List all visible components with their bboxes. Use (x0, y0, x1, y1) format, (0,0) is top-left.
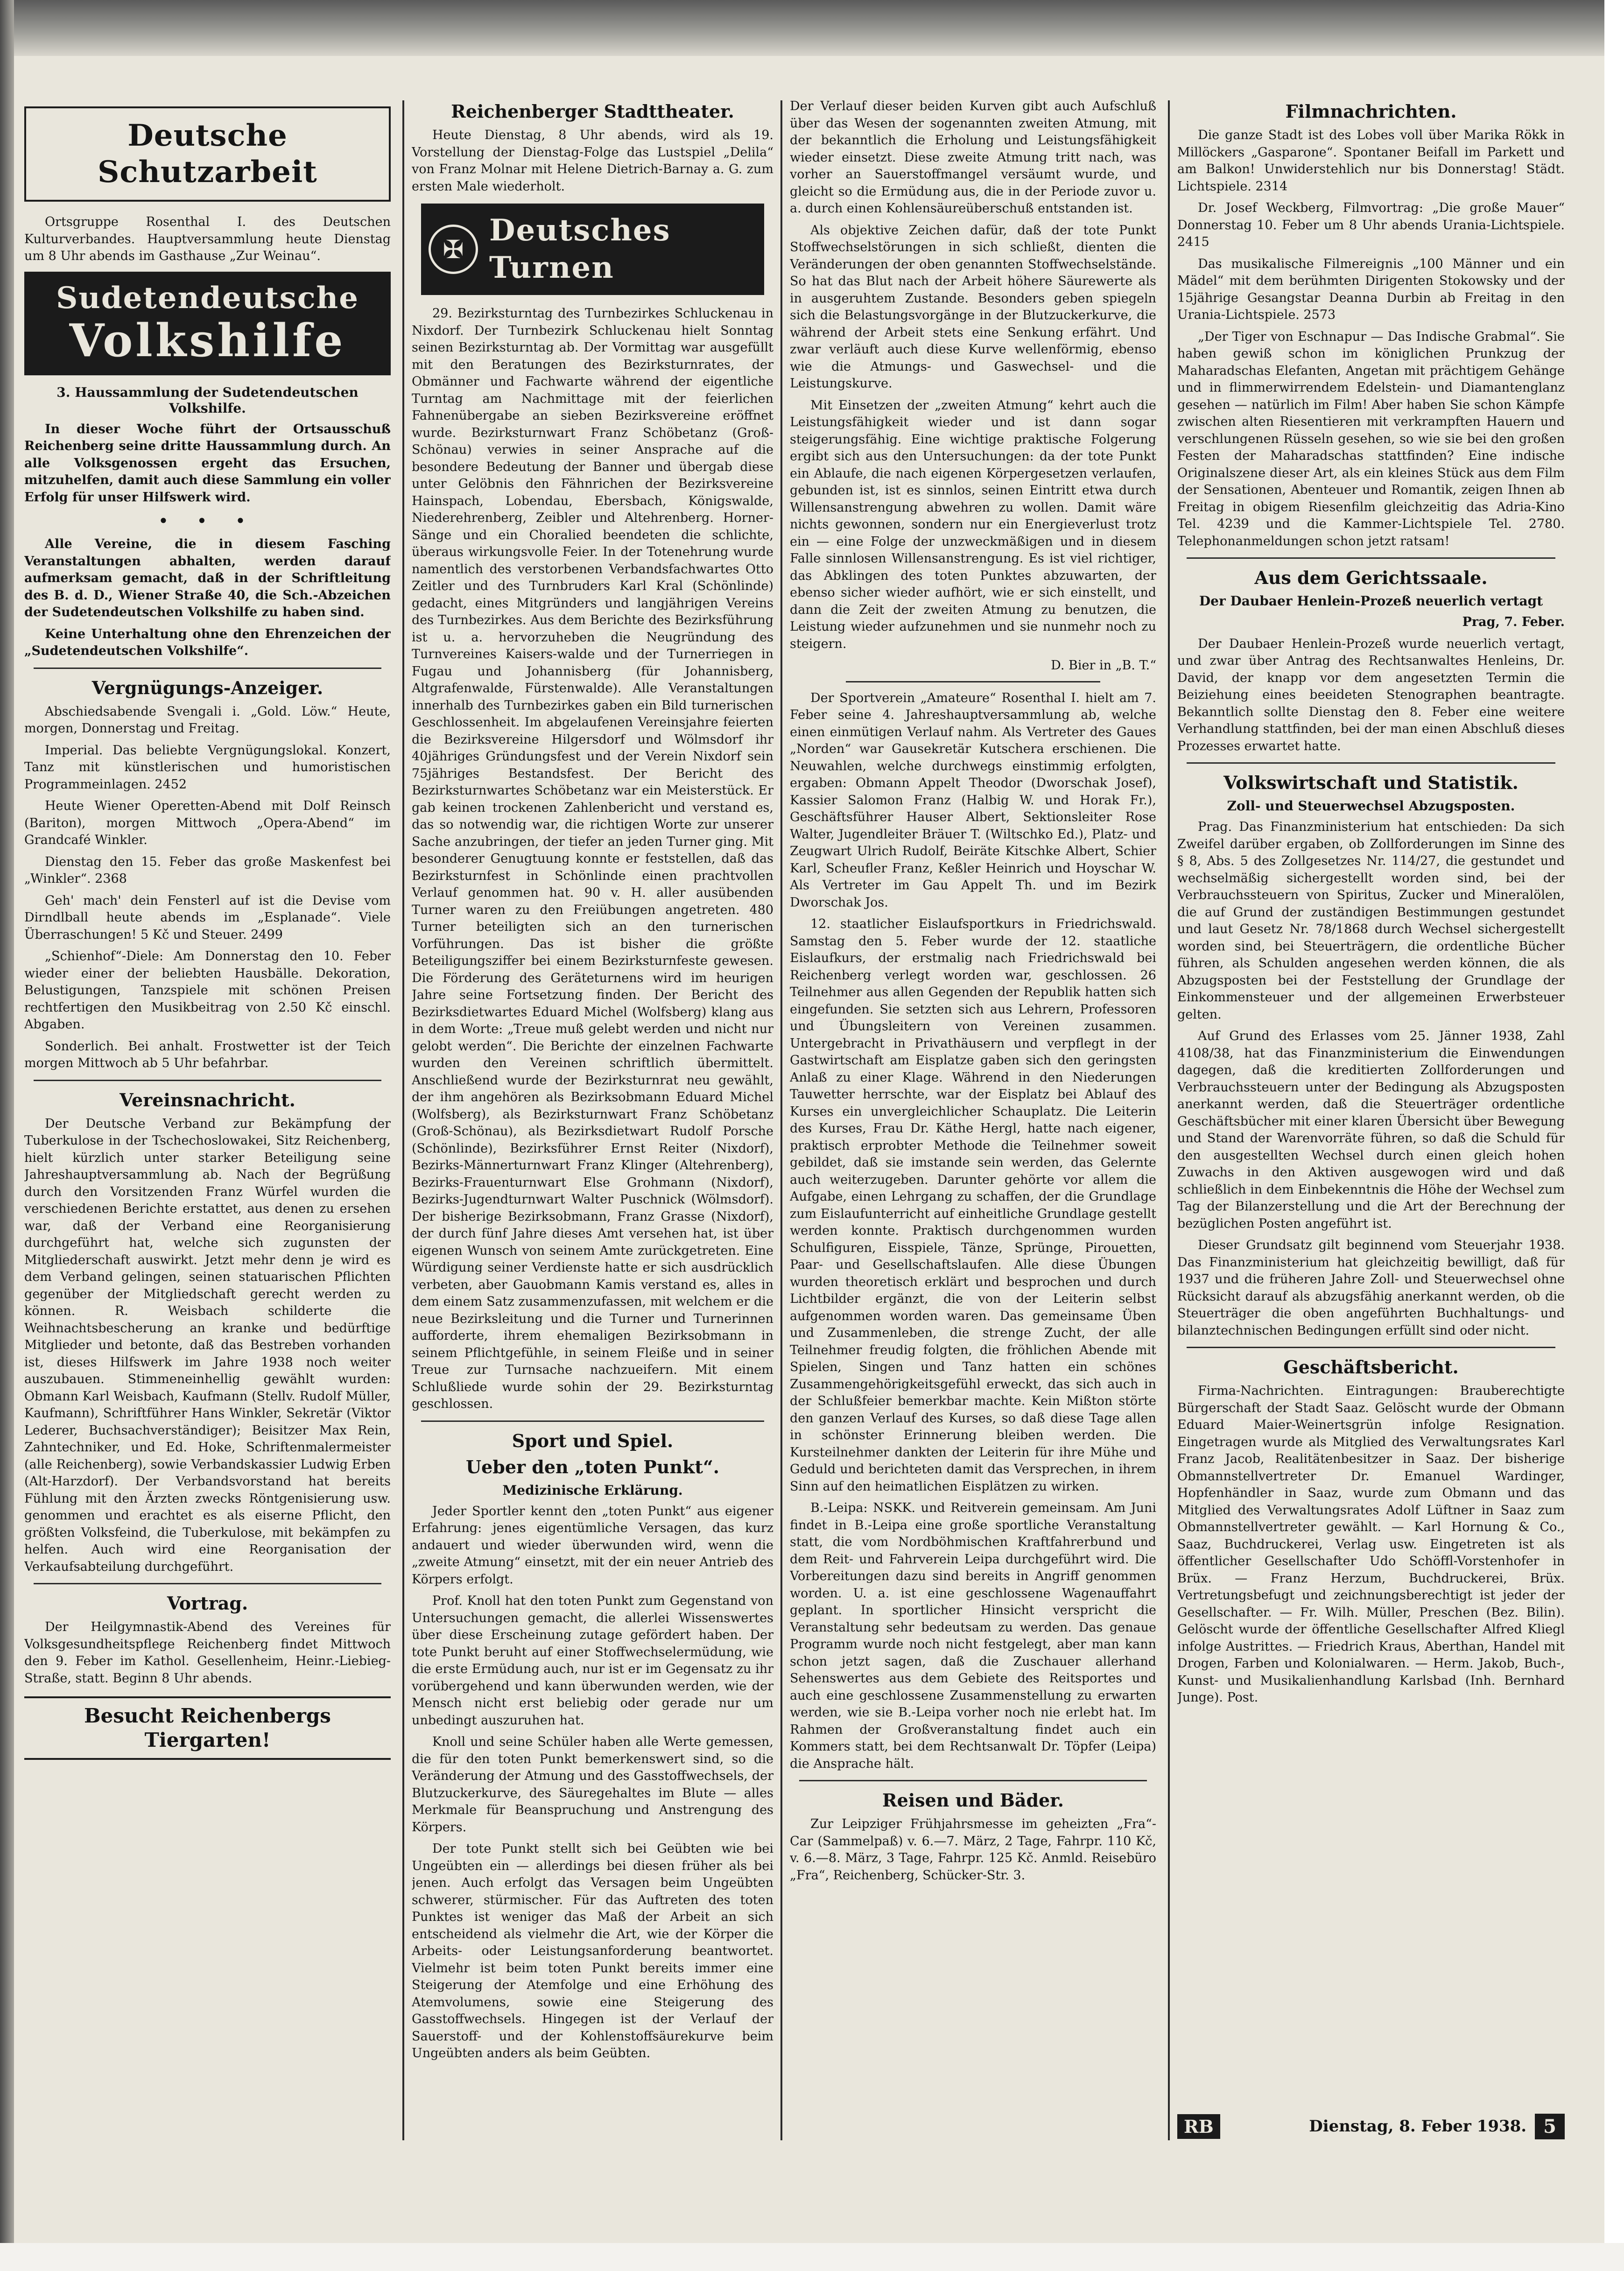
banner-title: Deutsche Schutzarbeit (98, 118, 317, 190)
publisher-logo: RB (1177, 2114, 1220, 2139)
ad-wiener-operetten: Heute Wiener Operetten-Abend mit Dolf Reinsch (Bariton), morgen Mittwoch „Opera-Abend“ im Grandcafé Winkler. (24, 799, 391, 847)
volkshilfe-line-1: Sudetendeutsche (56, 280, 359, 316)
issue-date: Dienstag, 8. Feber 1938. (1309, 2117, 1527, 2136)
column-rule (402, 100, 404, 2140)
theater-text: Heute Dienstag, 8 Uhr abends, wird als 19. Vorstellung der Dienstag-Folge das Lustspiel „Delila“ von Franz Molnar mit Helene Dietrich-Barnay a. G. zum ersten Male wiederholt. (412, 128, 773, 194)
eislaufkurs-text: 12. staatlicher Eislaufsportkurs in Friedrichswald. Samstag den 5. Feber wurde der 12. staatliche Eislaufkurs, der erstmalig nach Friedrichswald bei Reichenberg verlegt worden war, geschlossen. 26 Teilnehmer aus allen Gegenden der Republik hatten sich eingefunden. Sie setzten sich aus Lehrern, Professoren und Übungsleitern von Vereinen zusammen. Untergebracht in Privathäusern und verpflegt in der Gastwirtschaft am Eisplatze gaben sich den geringsten Anlaß zu einer Klage. Während in den Niederungen Tauwetter herrschte, war der Eisplatz bei Ablauf des Kurses ein unvergleichlicher Schauplatz. Die Leiterin des Kurses, Frau Dr. Käthe Hergl, hatte nach eigener, praktisch erprobter Methode die Teilnehmer soweit gebildet, daß sie imstande sein werden, das Gelernte auch weiterzugeben. Darunter gehörte vor allem die Aufgabe, einen Lehrgang zu schaffen, der die Grundlage zum Eislaufunterricht auf einheitliche Grundlage gestellt werden konnte. Praktisch durchgenommen wurden Schulfiguren, Eisspiele, Tänze, Sprünge, Pirouetten, Paar- und Gesellschaftslaufen. Alle diese Übungen wurden theoretisch erklärt und besprochen und durch Lichtbilder ergänzt, die von der Leiterin selbst aufgenommen worden waren. Das gemeinsame Üben und Zusammenleben, die strenge Zucht, der alle Teilnehmer freudig folgten, die fröhlichen Abende mit Spielen, Singen und Tanz hatten ein schönes Zusammengehörigkeitsgefühl erweckt, das sich auch in der Schlußfeier bemerkbar machte. Kein Mißton störte den ganzen Verlauf des Kurses, so daß diese Tage allen in schönster Erinnerung bleiben werden. Die Kursteilnehmer dankten der Leiterin für ihre Mühe und Geduld und berichteten damit das Versprechen, in ihrem Sinn auf den heimatlichen Eisplätzen zu wirken. (790, 917, 1156, 1494)
toter-punkt-p7: Mit Einsetzen der „zweiten Atmung“ kehrt auch die Leistungsfähigkeit wieder und ist dann sogar steigerungsfähig. Eine wichtige praktische Folgerung ergibt sich aus den Untersuchungen: da der tote Punkt ein Ablaufe, die nach eigenen Körpergesetzen verlaufen, gebunden ist, ist es sinnlos, seinen Eintritt etwa durch Willensanstrengung abwehren zu wollen. Damit wäre nichts gewonnen, sondern nur ein Energieverlust trotz ein — eine Folge der unzweckmäßigen und in diesem Falle sinnlosen Willensanstrengung. Es ist viel richtiger, das Abklingen des toten Punktes abzuwarten, der ebenso sicher wieder aufhört, wie er sich einstellt, und dann die Zeit der zweiten Atmung zu benutzen, die Leistung wieder aufzunehmen und sie nunmehr noch zu steigern. (790, 398, 1156, 651)
finanzministerium-p2: Auf Grund des Erlasses vom 25. Jänner 1938, Zahl 4108/38, hat das Finanzministerium die Einwendungen dagegen, daß die kreditierten Zollforderungen und Verbrauchssteuern unter der Bedingung als Abzugsposten anerkannt werden, daß die Steuerträger ordentliche Geschäftsbücher mit einer klaren Übersicht über Bewegung und Stand der Warenvorräte führen, so daß die Schuld für den ausgestellten Wechsel durch einen gleich hohen Zuwachs in den Aktiven ausgewogen wird und daß schließlich in dem Einbekenntnis die Höhe der Wechsel zum Tag der Bilanzerstellung und die Art der Berechnung der bezüglichen Posten angeführt ist. (1177, 1029, 1565, 1231)
dateline-prag: Prag, 7. Feber. (1462, 615, 1565, 629)
divider (1187, 762, 1555, 764)
heading-geschaeftsbericht: Geschäftsbericht. (1283, 1357, 1459, 1378)
page-number: 5 (1535, 2114, 1565, 2139)
heading-sport-und-spiel: Sport und Spiel. (512, 1430, 674, 1451)
ad-schienhof: „Schienhof“-Diele: Am Donnerstag den 10. Feber wieder einer der beliebten Hausbälle. Dekoration, Belustigungen, Tanzspiele mit schönen Preisen rechtfertigen den Musikbeitrag von 2.50 Kč einschl. Abgaben. (24, 949, 391, 1032)
turnen-title: Deutsches Turnen (489, 213, 671, 285)
toter-punkt-p2: Prof. Knoll hat den toten Punkt zum Gegenstand von Untersuchungen gemacht, die allerlei Wissenswertes über diese Erscheinung zutage gefördert haben. Der tote Punkt beruht auf einer Stoffwechselermüdung, wie die erste Ermüdung auch, nur ist er im Gegensatz zu ihr vorübergehend und kann überwunden werden, wie der Mensch nicht erst beliebig oder gerade nur um unbedingt auszuruhen hat. (412, 1594, 773, 1728)
heading-vergnuegungs-anzeiger: Vergnügungs-Anzeiger. (91, 677, 323, 698)
divider (799, 1780, 1147, 1781)
firma-nachrichten-text: Firma-Nachrichten. Eintragungen: Brauberechtigte Bürgerschaft der Stadt Saaz. Gelöscht wurde der Obmann Eduard Maier-Weinertsgrün infolge Resignation. Eingetragen wurde als Mitglied des Verwaltungsrates Karl Franz Jacob, Realitätenbesitzer in Saaz. Der bisherige Obmannstellvertreter Dr. Emanuel Wardinger, Hopfenhändler in Saaz, wurde zum Obmann und das Mitglied des Verwaltungsrates Adolf Lüftner in Saaz zum Obmannstellvertreter gewählt. — Karl Hornung & Co., Saaz, Buchdruckerei, Verlag usw. Eingetreten ist als öffentlicher Gesellschafter Udo Schöffl-Vorstenhofer in Brüx. — Franz Herzum, Buchdruckerei, Brüx. Vertretungsbefugt und zeichnungsberechtigt ist jeder der Gesellschafter. — Fr. Wilh. Müller, Preschen (Bez. Bilin). Gelöscht wurde der öffentliche Gesellschafter Alfred Kliegl infolge Austrittes. — Friedrich Kraus, Aberthan, Handel mit Drogen, Farben und Kolonialwaren. — Herm. Jakob, Buch-, Kunst- und Musikalienhandlung Karlsbad (Inh. Bernhard Junge). Post. (1177, 1384, 1565, 1705)
b-leipa-text: B.-Leipa: NSKK. und Reitverein gemeinsam. Am Juni findet in B.-Leipa eine große sportliche Veranstaltung statt, die vom Nordböhmischen Kraftfahrerbund und dem Reit- und Fahrverein Leipa durchgeführt wird. Die Vorbereitungen dazu sind bereits in Angriff genommen worden. U. a. ist eine geschlossene Wagenauffahrt geplant. In sportlicher Hinsicht verspricht die Veranstaltung sehr bedeutsam zu werden. Das genaue Programm wurde noch nicht festgelegt, aber man kann schon jetzt sagen, daß die Zuschauer allerhand Sehenswertes aus dem Gebiete des Reitsportes und auch eine geschlossene Zusammenstellung zu erwarten werden, wie sie B.-Leipa vorher noch nie erlebt hat. Im Rahmen der Großveranstaltung findet auch ein Kommers statt, bei dem Rechtsanwalt Dr. Töpfer (Leipa) die Ansprache hält. (790, 1501, 1156, 1771)
column-4 (1177, 98, 1565, 2129)
ad-dirndlball: Geh' mach' dein Fensterl auf ist die Devise vom Dirndlball heute abends im „Esplanade“. Viele Überraschungen! 5 Kč und Steuer. 2499 (24, 893, 391, 942)
divider (34, 1080, 381, 1081)
column-2 (412, 98, 773, 2129)
vereine-text: Alle Vereine, die in diesem Fasching Veranstaltungen abhalten, werden darauf aufmerksam gemacht, daß in der Schriftleitung des B. d. D., Wiener Straße 40, die Sch.-Abzeichen der Sudetendeutschen Volkshilfe zu haben sind. (24, 537, 391, 619)
divider (34, 668, 381, 669)
ad-imperial: Imperial. Das beliebte Vergnügungslokal. Konzert, Tanz mit künstlerischen und humoristischen Programmeinlagen. 2452 (24, 743, 391, 792)
film-100-maenner: Das musikalische Filmereignis „100 Männer und ein Mädel“ mit dem berühmten Dirigenten Stokowsky und der 15jährige Gesangstar Deanna Durbin ab Freitag in den Urania-Lichtspiele. 2573 (1177, 256, 1565, 322)
ad-maskenfest: Dienstag den 15. Feber das große Maskenfest bei „Winkler“. 2368 (24, 854, 391, 886)
finanzministerium-p3: Dieser Grundsatz gilt beginnend vom Steuerjahr 1938. Das Finanzministerium hat gleichzeitig bewilligt, daß für 1937 und die früheren Jahre Zoll- und Steuerwechsel ohne Rücksicht darauf als abzugsfähig anerkannt werden, ob die Steuerträger die oben angeführten Buchhaltungs- und bilanztechnischen Bedingungen erfüllt sind oder nicht. (1177, 1238, 1565, 1338)
heading-volkswirtschaft: Volkswirtschaft und Statistik. (1223, 772, 1519, 793)
sportverein-amateure-text: Der Sportverein „Amateure“ Rosenthal I. hielt am 7. Feber seine 4. Jahreshauptversammlung ab, welche einen einmütigen Verlauf nahm. Als Vertreter des Gaues „Norden“ war Gausekretär Kutschera erschienen. Die Neuwahlen, welche durchwegs einstimmig erfolgten, ergaben: Obmann Appelt Theodor (Dworschak Josef), Kassier Salomon Franz (Halbig W. und Horak Fr.), Geschäftsführer Hauser Albert, Sektionsleiter Rose Walter, Jugendleiter Bräuer T. (Wiltschko Ed.), Platz- und Zeugwart Ulrich Rudolf, Beiräte Kitschke Albert, Schier Karl, Scheufler Franz, Keßler Heinrich und Hoyschar W. Als Vertreter im Gau Appelt Th. und im Bezirk Dworschak Jos. (790, 690, 1156, 910)
volkshilfe-subheading: 3. Haussammlung der Sudetendeutschen Volkshilfe. (56, 384, 359, 416)
toter-punkt-p3: Knoll und seine Schüler haben alle Werte gemessen, die für den toten Punkt bemerkenswert sind, so die Veränderung der Atmung und des Gasstoffwechsels, der Blutzuckerkurve, des Säuregehaltes im Blute — alles Merkmale für Beanspruchung und Anstrengung des Körpers. (412, 1735, 773, 1835)
leipziger-messe-text: Zur Leipziger Frühjahrsmesse im geheizten „Fra“-Car (Sammelpaß) v. 6.—7. März, 2 Tage, Fahrpr. 110 Kč, v. 6.—8. März, 3 Tage, Fahrpr. 125 Kč. Anmld. Reisebüro „Fra“, Reichenberg, Schücker-Str. 3. (790, 1817, 1156, 1883)
heading-filmnachrichten: Filmnachrichten. (1285, 101, 1457, 122)
separator-dots: • • • (158, 511, 257, 531)
schutzarbeit-banner (24, 106, 391, 202)
tiergarten-ad: Besucht Reichenbergs Tiergarten! (24, 1696, 391, 1760)
subheading-henlein-prozess: Der Daubaer Henlein-Prozeß neuerlich vertagt (1199, 593, 1543, 609)
divider (846, 681, 1100, 682)
heading-reisen-und-baeder: Reisen und Bäder. (882, 1790, 1064, 1811)
film-gasparone: Die ganze Stadt ist des Lobes voll über Marika Rökk in Millöckers „Gasparone“. Spontaner Beifall im Parkett und am Balkon! Unwiderstehlich nur bis Donnerstag! Städt. Lichtspiele. 2314 (1177, 128, 1565, 194)
volkshilfe-line-2: Volkshilfe (69, 314, 346, 367)
scan-edge-left (0, 0, 14, 2271)
heading-gerichtssaale: Aus dem Gerichtssaale. (1254, 567, 1488, 588)
scan-edge-right (1604, 0, 1624, 2271)
subheading-medizinisch: Medizinische Erklärung. (502, 1482, 683, 1498)
ad-svengali: Abschiedsabende Svengali i. „Gold. Löw.“ Heute, morgen, Donnerstag und Freitag. (24, 704, 391, 736)
turner-cross-icon: ✠ (429, 225, 478, 274)
column-rule (780, 100, 782, 2140)
toter-punkt-p6: Als objektive Zeichen dafür, daß der tote Punkt Stoffwechselstörungen in sich schließt, dienten die Veränderungen der oben genannten Stoffwechselstände. So hat das Blut nach der Arbeit höhere Säurewerte als in ausgeruhtem Zustande. Besonders geben spiegeln sich die Belastungsvorgänge in der Blutzuckerkurve, die während der Arbeit stets eine Senkung erfährt. Und zwar verläuft auch diese Kurve wellenförmig, ebenso wie die Atmungs- und Gaswechsel- und die Leistungskurve. (790, 223, 1156, 391)
kulturverband-notice: Ortsgruppe Rosenthal I. des Deutschen Kulturverbandes. Hauptversammlung heute Dienstag um 8 Uhr abends im Gasthause „Zur Weinau“. (24, 215, 391, 263)
article-signature: D. Bier in „B. T.“ (1051, 658, 1156, 673)
divider (1187, 557, 1555, 559)
film-tiger-eschnapur: „Der Tiger von Eschnapur — Das Indische Grabmal“. Sie haben gewiß schon im königlichen Prunkzug der Maharadschas Elefanten, Angetan mit prächtigem Gehänge und in flimmerwirrendem Edelstein- und Diamantenglanz gesehen — natürlich im Film! Aber haben Sie schon Kämpfe zwischen alten Riesentieren mit verkrampften Hauern und verschlungenen Rüsseln gesehen, so wie sie bei den großen Festen der Maharadschas stattfinden? Eine indische Originalszene dieser Art, als ein kleines Stück aus dem Film der Sensationen, Abenteuer und Romantik, zeigen Ihnen ab Freitag in obigem Riesenfilm gleichzeitig das Adria-Kino Tel. 4239 und die Kammer-Lichtspiele Tel. 2780. Telephonanmeldungen schon jetzt ratsam! (1177, 329, 1565, 548)
scan-edge-bottom (0, 2243, 1624, 2271)
toter-punkt-p5: Der Verlauf dieser beiden Kurven gibt auch Aufschluß über das Wesen der sogenannten zweiten Atmung, mit der bekanntlich die Erholung und Leistungsfähigkeit wieder einsetzt. Diese zweite Atmung tritt nach, was vorher an Sauerstoffmangel versäumt wurde, und gleicht so die Ermüdung aus, die in der Periode zuvor u. a. durch einen Kohlensäureüberschuß entstanden ist. (790, 99, 1156, 216)
ad-sonderlich: Sonderlich. Bei anhalt. Frostwetter ist der Teich morgen Mittwoch ab 5 Uhr befahrbar. (24, 1039, 391, 1070)
tuberkulose-verband-text: Der Deutsche Verband zur Bekämpfung der Tuberkulose in der Tschechoslowakei, Sitz Reichenberg, hielt kürzlich unter starker Beteiligung seine Jahreshauptversammlung ab. Nach der Begrüßung durch den Vorsitzenden Franz Würfel wurden die verschiedenen Berichte erstattet, aus denen zu ersehen war, daß der Verband eine Reorganisierung durchgeführt hat, welche sich zugunsten der Mitgliederschaft auswirkt. Jetzt mehr denn je wird es dem Verband gelingen, seinen statuarischen Pflichten gegenüber der Mitgliedschaft gerecht werden zu können. R. Weisbach schilderte die Weihnachtsbescherung an kranke und bedürftige Mitglieder und betonte, daß das Bestreben vorhanden ist, dieses Hilfswerk im Jahre 1938 noch weiter auszubauen. Stimmeneinhellig gewählt wurden: Obmann Karl Weisbach, Kaufmann (Stellv. Rudolf Müller, Kaufmann), Schriftführer Hans Winkler, Sekretär (Viktor Lederer, Buchsachverständiger); Beisitzer Max Rein, Zahntechniker, und Ed. Hoke, Schriftenmalermeister (alle Reichenberg), sowie Verbandskassier Ludwig Erben (Alt-Harzdorf). Der Verbandsvorstand hat bereits Fühlung mit den Ärzten zwecks Röntgenisierung usw. genommen und erachtet es als eiserne Pflicht, den größten Volksfeind, die Tuberkulose, mit bekämpfen zu helfen. Auch wird eine Reorganisation der Verkaufsabteilung durchgeführt. (24, 1116, 391, 1574)
page-footer (1177, 2110, 1565, 2143)
heading-toter-punkt: Ueber den „toten Punkt“. (465, 1456, 720, 1477)
bezirksturntag-text: 29. Bezirksturntag des Turnbezirkes Schluckenau in Nixdorf. Der Turnbezirk Schluckenau hielt Sonntag seinen Bezirksturntag ab. Der Vormittag war ausgefüllt mit den Beratungen des Bezirksturnrates, der Obmänner und Fachwarte während der eigentliche Turntag am Nachmittage mit der feierlichen Fahnenübergabe an sieben Bezirksvereine eröffnet wurde. Bezirksturnwart Franz Schöbetanz (Groß-Schönau) verwies in seiner Ansprache auf die besondere Bedeutung der Banner und übergab diese unter Gelöbnis den Fähnrichen der Bezirksvereine Hainspach, Lobendau, Ebersbach, Königswalde, Niederehrenberg, Zeibler und Altehrenberg. Horner-Sänge und ein Choralied beendeten die schlichte, überaus wirkungsvolle Feier. In der Totenehrung wurde namentlich des verstorbenen Verbandsfachwartes Otto Zeitler und des Turnbruders Karl Kral (Schönlinde) gedacht, eines Mitgründers und langjährigen Vereins des Turnbezirkes. Aus dem Berichte des Bezirksführung ist u. a. hervorzuheben die Neugründung des Turnvereines Kaisers-walde und der Turnerriegen in Fugau und Johannisberg (für Johannisberg, Altgrafenwalde, Fürstenwalde). Alle Veranstaltungen innerhalb des Turnbezirkes gaben ein Bild turnerischen Geschlossenheit. Im abgelaufenen Vereinsjahre feierten die Bezirksvereine Hilgersdorf und Wölmsdorf ihr 40jähriges Gründungsfest und der Verein Nixdorf sein 75jähriges Bestandsfest. Der Bericht des Bezirksturnwartes Schöbetanz war ein Meisterstück. Er gab keinen trockenen Zahlenbericht und verstand es, das so notwendig war, die richtigen Worte zur unserer Sache anzubringen, der tiefer an jeden Turner ging. Mit besonderer Genugtuung konnte er feststellen, daß das Bezirksturnfest in Schönlinde einen prachtvollen Verlauf genommen hat. 90 v. H. aller ausübenden Turner waren zu den Freiübungen angetreten. 480 Turner beteiligten sich an den turnerischen Vorführungen. Das ist bisher die größte Beteiligungsziffer bei einem Bezirksturnfeste gewesen. Die Förderung des Geräteturnens wird im heurigen Jahre seine Fortsetzung finden. Der Bericht des Bezirksdietwartes Eduard Michel (Wolfsberg) klang aus in dem Worte: „Treue muß gelebt werden und nicht nur gelobt werden“. Die Berichte der einzelnen Fachwarte wurden den Vereinen schriftlich übermittelt. Anschließend wurde der Bezirksturnrat neu gewählt, der ihm angehören als Bezirksobmann Eduard Michel (Wolfsberg), als Bezirksturnwart Franz Schöbetanz (Groß-Schönau), als Bezirksdietwart Rudolf Porsche (Schönlinde), Bezirksführer Ernst Reiter (Nixdorf), Bezirks-Männerturnwart Franz Klinger (Altehrenberg), Bezirks-Frauenturnwart Else Grohmann (Nixdorf), Bezirks-Jugendturnwart Walter Puschnick (Wölmsdorf). Der bisherige Bezirksobmann, Franz Grasse (Nixdorf), der durch fünf Jahre dieses Amt versehen hat, ist über eigenen Wunsch von seinem Amte zurückgetreten. Eine Würdigung seiner Verdienste hatte er sich ausdrücklich verbeten, aber Gauobmann Kamis verstand es, alles in dem einem Satz zusammenzufassen, mit welchem er die neue Bezirksleitung und die Turner und Turnerinnen aufforderte, ihrem ehemaligen Bezirksobmann in seinem Pflichtgefühle, in seinem Fleiße und in seiner Treue zur Turnsache nachzueifern. Mit einem Schlußliede wurde sohin der 29. Bezirksturntag geschlossen. (412, 306, 773, 1411)
finanzministerium-p1: Prag. Das Finanzministerium hat entschieden: Da sich Zweifel darüber ergaben, ob Zollforderungen im Sinne des § 8, Abs. 5 des Zollgesetzes Nr. 114/27, die gestundet und wechselmäßig sichergestellt worden sind, bei der Verbrauchssteuern von Spiritus, Zucker und Mineralölen, die auf Grund der zuständigen Bestimmungen gestundet und laut Gesetz Nr. 78/1868 durch Wechsel sichergestellt worden sind, bei Steuerträgern, die ordentliche Bücher führen, als Schulden angesehen werden können, die als Abzugsposten bei der Feststellung der Grundlage der Einkommensteuer und der allgemeinen Erwerbsteuer gelten. (1177, 820, 1565, 1022)
toter-punkt-p4: Der tote Punkt stellt sich bei Geübten wie bei Ungeübten ein — allerdings bei diesen früher als bei jenen. Auch erfolgt das Versagen beim Ungeübten schwerer, stürmischer. Für das Auftreten des toten Punktes ist weniger das Maß der Arbeit an sich entscheidend als vielmehr die Art, wie der Körper die Arbeits- oder Leistungsanforderung beantwortet. Vielmehr ist beim toten Punkt bereits immer eine Steigerung der Atemfolge und eine Erhöhung des Atemvolumens, sowie eine Steigerung des Gasstoffwechsels. Hingegen ist der Verlauf der Sauerstoff- und der Kohlenstoffsäurekurve beim Ungeübten anders als beim Geübten. (412, 1842, 773, 2060)
haussammlung-text: In dieser Woche führt der Ortsausschuß Reichenberg seine dritte Haussammlung durch. An alle Volksgenossen ergeht das Ersuchen, mitzuhelfen, damit auch diese Sammlung ein voller Erfolg für unser Hilfswerk wird. (24, 422, 391, 505)
divider (421, 1420, 764, 1422)
heading-stadttheater: Reichenberger Stadttheater. (451, 101, 734, 122)
divider (34, 1583, 381, 1584)
unterhaltung-text: Keine Unterhaltung ohne den Ehrenzeichen der „Sudetendeutschen Volkshilfe“. (24, 626, 391, 658)
heading-vereinsnachricht: Vereinsnachricht. (120, 1089, 295, 1111)
column-rule (1168, 100, 1170, 2140)
divider (1187, 1347, 1555, 1348)
subheading-zoll-steuerwechsel: Zoll- und Steuerwechsel Abzugsposten. (1227, 798, 1515, 814)
toter-punkt-p1: Jeder Sportler kennt den „toten Punkt“ aus eigener Erfahrung: jenes eigentümliche Versagen, das kurz andauert und wieder überwunden wird, wenn die „zweite Atmung“ einsetzt, mit der ein neuer Antrieb des Körpers erfolgt. (412, 1504, 773, 1587)
column-1 (24, 98, 391, 2129)
film-grosse-mauer: Dr. Josef Weckberg, Filmvortrag: „Die große Mauer“ Donnerstag 10. Feber um 8 Uhr abends Urania-Lichtspiele. 2415 (1177, 201, 1565, 249)
henlein-prozess-text: Der Daubaer Henlein-Prozeß wurde neuerlich vertagt, und zwar über Antrag des Rechtsanwaltes Henleins, Dr. David, der knapp vor dem angesetzten Termin die Beiziehung eines beeideten Stenographen beantragte. Bekanntlich sollte Dienstag den 8. Feber eine weitere Verhandlung stattfinden, bei der man einen Abschluß dieses Prozesses erwartet hatte. (1177, 636, 1565, 753)
scan-edge-top (0, 0, 1624, 56)
column-3 (790, 98, 1156, 2129)
heilgymnastik-text: Der Heilgymnastik-Abend des Vereines für Volksgesundheitspflege Reichenberg findet Mittwoch den 9. Feber im Kathol. Gesellenheim, Heinr.-Liebieg-Straße, statt. Beginn 8 Uhr abends. (24, 1620, 391, 1686)
heading-vortrag: Vortrag. (167, 1593, 248, 1614)
deutsches-turnen-banner (421, 204, 764, 295)
volkshilfe-banner (24, 272, 391, 375)
